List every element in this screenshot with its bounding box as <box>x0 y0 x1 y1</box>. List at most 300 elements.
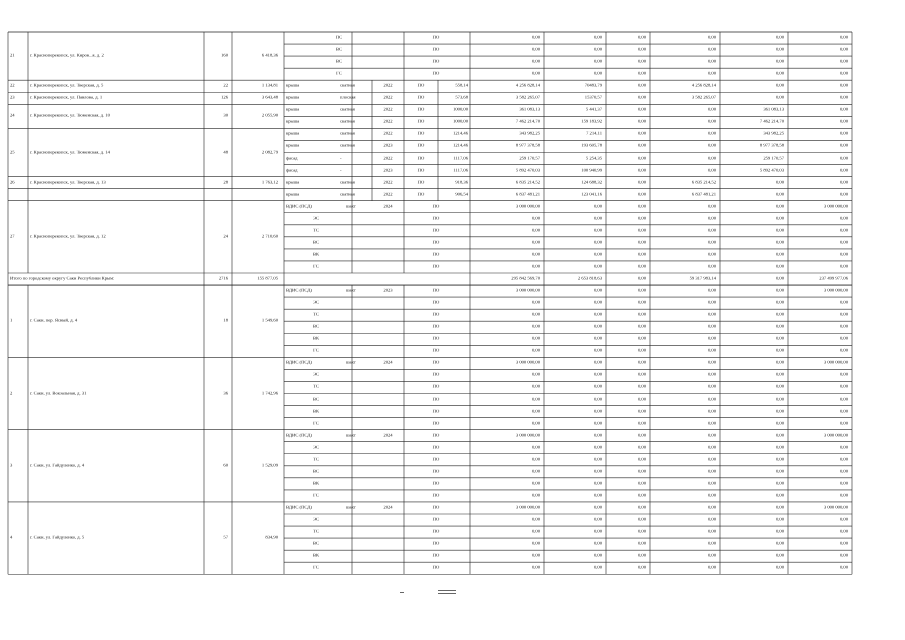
roof-type-cell: - <box>340 156 342 161</box>
value-cell: 0,00 <box>839 144 848 149</box>
address-cell: г. Красноперекопск, ул. Тюменская, д. 10 <box>30 114 110 119</box>
type-cell: шахт <box>346 204 356 209</box>
executor-cell: ПО <box>417 156 425 161</box>
value-cell: 0,00 <box>637 517 646 522</box>
executor-cell: ПО <box>432 264 440 269</box>
value-cell: 0,00 <box>637 228 646 233</box>
year-cell: 2022 <box>383 108 393 113</box>
value-cell: 0,00 <box>707 204 716 209</box>
value-cell: 0,00 <box>775 529 784 534</box>
value-cell: 0,00 <box>707 240 716 245</box>
executor-cell: ПО <box>417 144 425 149</box>
value-cell: 7 462 214,70 <box>515 120 540 125</box>
value-cell: 0,00 <box>839 216 848 221</box>
value-cell: 0,00 <box>593 228 602 233</box>
page-footer <box>0 590 905 610</box>
network-label: ЭС <box>312 517 320 522</box>
value-cell: 0,00 <box>637 252 646 257</box>
value-cell: 0,00 <box>775 71 784 76</box>
network-label: ГС <box>313 264 319 269</box>
value-cell: 0,00 <box>637 216 646 221</box>
value-cell: 0,00 <box>531 445 540 450</box>
value-cell: 0,00 <box>593 517 602 522</box>
value-cell: 0,00 <box>775 445 784 450</box>
value-cell: 0,00 <box>637 481 646 486</box>
executor-cell: ПО <box>432 493 440 498</box>
value-cell: 0,00 <box>775 264 784 269</box>
executor-cell: ПО <box>432 517 440 522</box>
value-cell: 0,00 <box>775 385 784 390</box>
value-cell: 0,00 <box>593 361 602 366</box>
value-cell: 0,00 <box>637 192 646 197</box>
value-cell: 3 000 000,00 <box>515 204 540 209</box>
value-cell: 0,00 <box>531 397 540 402</box>
network-label: ВК <box>312 481 320 486</box>
value-cell: 0,00 <box>775 409 784 414</box>
value-cell: 0,00 <box>839 35 848 40</box>
network-label: ГС <box>313 349 319 354</box>
value-cell: 0,00 <box>839 469 848 474</box>
value-cell: 0,00 <box>775 349 784 354</box>
value-cell: 123 041,16 <box>581 192 602 197</box>
year-cell: 2024 <box>383 505 393 510</box>
value-cell: 0,00 <box>775 469 784 474</box>
value-cell: 0,00 <box>637 204 646 209</box>
value-cell: 0,00 <box>839 421 848 426</box>
address-cell: г. Красноперекопск, ул. Тверская, д. 12 <box>30 234 106 239</box>
value-cell: 0,00 <box>707 481 716 486</box>
value-cell: 0,00 <box>775 433 784 438</box>
network-label: ВС <box>335 47 343 52</box>
value-cell: 0,00 <box>707 47 716 52</box>
year-cell: 2024 <box>383 204 393 209</box>
volume-cell: 1117,06 <box>453 168 468 173</box>
year-cell: 2023 <box>383 288 393 293</box>
network-label: ТС <box>313 457 319 462</box>
network-label: ПС <box>335 35 343 40</box>
value-cell: 0,00 <box>593 541 602 546</box>
value-cell: 0,00 <box>531 565 540 570</box>
value-cell: 0,00 <box>593 469 602 474</box>
address-cell: г. Саки, ул. Гайдуленко, д. 5 <box>30 535 85 540</box>
value-cell: 6 835 214,52 <box>691 180 716 185</box>
value-cell: 3 000 000,00 <box>515 361 540 366</box>
value-cell: 361 083,13 <box>763 108 784 113</box>
value-cell: 0,00 <box>707 445 716 450</box>
value-cell: 0,00 <box>775 421 784 426</box>
value-cell: 0,00 <box>839 264 848 269</box>
type-cell: шахт <box>346 505 356 510</box>
executor-cell: ПО <box>432 228 440 233</box>
roof-type-cell: скатная <box>340 108 355 113</box>
roof-type-cell: скатная <box>340 180 355 185</box>
value-cell: 259 170,57 <box>519 156 540 161</box>
value-cell: 0,00 <box>707 144 716 149</box>
value-cell: 0,00 <box>707 517 716 522</box>
value-cell: 0,00 <box>707 108 716 113</box>
value-cell: 0,00 <box>775 252 784 257</box>
row-number: 2 <box>10 391 13 396</box>
value-cell: 0,00 <box>593 373 602 378</box>
network-label: ВС <box>335 59 343 64</box>
value-cell: 0,00 <box>775 276 784 281</box>
year-cell: 2022 <box>383 156 393 161</box>
year-cell: 2024 <box>383 433 393 438</box>
executor-cell: ПО <box>432 541 440 546</box>
value-cell: 0,00 <box>707 216 716 221</box>
network-label: ВС <box>312 397 320 402</box>
area-cell: 1 763,12 <box>261 180 278 185</box>
value-cell: 0,00 <box>775 336 784 341</box>
year-cell: 2022 <box>383 83 393 88</box>
value-cell: 3 000 000,00 <box>515 505 540 510</box>
value-cell: 0,00 <box>637 288 646 293</box>
executor-cell: ПО <box>432 397 440 402</box>
value-cell: 0,00 <box>775 361 784 366</box>
value-cell: 7 214,11 <box>586 132 602 137</box>
area-cell: 1 529,09 <box>261 463 278 468</box>
value-cell: 0,00 <box>839 71 848 76</box>
value-cell: 0,00 <box>593 529 602 534</box>
volume-cell: 1000,00 <box>453 120 468 125</box>
value-cell: 0,00 <box>637 469 646 474</box>
network-label: ЭС <box>312 300 320 305</box>
type-cell: шахт <box>346 361 356 366</box>
value-cell: 0,00 <box>775 517 784 522</box>
apartments-cell: 60 <box>223 463 228 468</box>
network-label: ВДИС (ПСД) <box>286 505 312 510</box>
executor-cell: ПО <box>417 108 425 113</box>
value-cell: 0,00 <box>531 541 540 546</box>
value-cell: 0,00 <box>707 385 716 390</box>
value-cell: 3 582 265,07 <box>691 95 716 100</box>
row-number: 22 <box>10 83 15 88</box>
network-label: ГС <box>313 493 319 498</box>
year-cell: 2022 <box>383 192 393 197</box>
volume-cell: 573,68 <box>455 95 468 100</box>
row-number: 3 <box>10 463 13 468</box>
value-cell: 0,00 <box>839 336 848 341</box>
value-cell: 0,00 <box>531 240 540 245</box>
value-cell: 0,00 <box>775 95 784 100</box>
value-cell: 0,00 <box>593 336 602 341</box>
value-cell: 0,00 <box>839 180 848 185</box>
roof-type-cell: плоская <box>340 95 356 100</box>
work-type-cell: фасад <box>286 156 298 161</box>
value-cell: 0,00 <box>637 71 646 76</box>
value-cell: 0,00 <box>531 35 540 40</box>
footer-dash-left <box>400 592 404 593</box>
year-cell: 2023 <box>383 168 393 173</box>
area-cell: 2 710,60 <box>261 234 278 239</box>
value-cell: 0,00 <box>593 204 602 209</box>
value-cell: 0,00 <box>775 312 784 317</box>
value-cell: 0,00 <box>839 168 848 173</box>
value-cell: 0,00 <box>775 35 784 40</box>
executor-cell: ПО <box>432 385 440 390</box>
network-label: ГС <box>313 421 319 426</box>
value-cell: 3 000 000,00 <box>515 433 540 438</box>
executor-cell: ПО <box>432 457 440 462</box>
network-label: ВДИС (ПСД) <box>286 204 312 209</box>
value-cell: 0,00 <box>637 565 646 570</box>
work-type-cell: крыша <box>286 95 300 100</box>
work-type-cell: крыша <box>286 180 300 185</box>
value-cell: 0,00 <box>839 83 848 88</box>
value-cell: 0,00 <box>707 409 716 414</box>
value-cell: 0,00 <box>775 300 784 305</box>
value-cell: 0,00 <box>593 493 602 498</box>
value-cell: 0,00 <box>637 409 646 414</box>
executor-cell: ПО <box>432 300 440 305</box>
executor-cell: ПО <box>432 373 440 378</box>
value-cell: 0,00 <box>593 385 602 390</box>
value-cell: 0,00 <box>839 397 848 402</box>
value-cell: 0,00 <box>593 397 602 402</box>
value-cell: 0,00 <box>637 276 646 281</box>
value-cell: 0,00 <box>775 83 784 88</box>
value-cell: 0,00 <box>593 240 602 245</box>
value-cell: 0,00 <box>637 421 646 426</box>
value-cell: 0,00 <box>775 397 784 402</box>
executor-cell: ПО <box>432 445 440 450</box>
value-cell: 0,00 <box>637 349 646 354</box>
executor-cell: ПО <box>432 252 440 257</box>
value-cell: 0,00 <box>531 252 540 257</box>
value-cell: 0,00 <box>531 312 540 317</box>
apartments-cell: 126 <box>221 95 228 100</box>
value-cell: 0,00 <box>707 132 716 137</box>
row-number: 21 <box>10 53 15 58</box>
total-area: 155 877,05 <box>257 276 278 281</box>
value-cell: 0,00 <box>839 59 848 64</box>
value-cell: 0,00 <box>531 493 540 498</box>
executor-cell: ПО <box>417 120 425 125</box>
executor-cell: ПО <box>432 240 440 245</box>
value-cell: 3 000 000,00 <box>823 505 848 510</box>
network-label: ВС <box>312 541 320 546</box>
value-cell: 3 000 000,00 <box>823 361 848 366</box>
value-cell: 0,00 <box>775 216 784 221</box>
value-cell: 0,00 <box>531 336 540 341</box>
value-cell: 8 977 378,58 <box>515 144 540 149</box>
area-cell: 2 082,79 <box>261 150 278 155</box>
value-cell: 4 256 828,14 <box>515 83 540 88</box>
value-cell: 0,00 <box>775 192 784 197</box>
network-label: ГС <box>336 71 342 76</box>
value-cell: 0,00 <box>593 47 602 52</box>
value-cell: 0,00 <box>839 312 848 317</box>
value-cell: 0,00 <box>593 300 602 305</box>
network-label: ТС <box>313 385 319 390</box>
value-cell: 0,00 <box>839 300 848 305</box>
value-cell: 0,00 <box>839 493 848 498</box>
executor-cell: ПО <box>417 192 425 197</box>
value-cell: 0,00 <box>775 324 784 329</box>
value-cell: 0,00 <box>839 481 848 486</box>
apartments-cell: 22 <box>223 83 228 88</box>
row-number: 26 <box>10 180 15 185</box>
value-cell: 0,00 <box>707 336 716 341</box>
value-cell: 0,00 <box>531 373 540 378</box>
apartments-cell: 57 <box>223 535 228 540</box>
value-cell: 0,00 <box>531 529 540 534</box>
address-cell: г. Красноперекопск, ул. Киров...я, д. 2 <box>30 53 104 58</box>
apartments-cell: 36 <box>223 391 228 396</box>
value-cell: 237 499 977,06 <box>819 276 848 281</box>
work-type-cell: крыша <box>286 192 300 197</box>
value-cell: 361 083,13 <box>519 108 540 113</box>
value-cell: 0,00 <box>531 349 540 354</box>
volume-cell: 1117,06 <box>453 156 468 161</box>
value-cell: 0,00 <box>707 433 716 438</box>
network-label: ТС <box>313 312 319 317</box>
value-cell: 0,00 <box>707 529 716 534</box>
executor-cell: ПО <box>432 529 440 534</box>
executor-cell: ПО <box>432 565 440 570</box>
value-cell: 6 837 481,21 <box>691 192 716 197</box>
value-cell: 0,00 <box>637 95 646 100</box>
address-cell: г. Саки, ул. Вокзальная, д. 31 <box>30 391 87 396</box>
value-cell: 0,00 <box>593 409 602 414</box>
executor-cell: ПО <box>432 421 440 426</box>
value-cell: 0,00 <box>637 83 646 88</box>
address-cell: г. Саки, ул. Гайдуленко, д. 4 <box>30 463 85 468</box>
roof-type-cell: - <box>340 168 342 173</box>
value-cell: 0,00 <box>839 409 848 414</box>
value-cell: 0,00 <box>775 541 784 546</box>
value-cell: 0,00 <box>707 156 716 161</box>
network-label: ВС <box>312 469 320 474</box>
apartments-cell: 28 <box>223 180 228 185</box>
value-cell: 0,00 <box>593 59 602 64</box>
address-cell: г. Красноперекопск, ул. Тверская, д. 13 <box>30 180 106 185</box>
value-cell: 0,00 <box>593 505 602 510</box>
network-label: ВДИС (ПСД) <box>286 288 312 293</box>
network-label: ТС <box>313 529 319 534</box>
value-cell: 0,00 <box>531 324 540 329</box>
value-cell: 0,00 <box>531 553 540 558</box>
area-cell: 834,90 <box>265 535 278 540</box>
value-cell: 0,00 <box>839 457 848 462</box>
address-cell: г. Красноперекопск, ул. Тюменская, д. 14 <box>30 150 110 155</box>
value-cell: 0,00 <box>707 373 716 378</box>
executor-cell: ПО <box>432 469 440 474</box>
executor-cell: ПО <box>432 336 440 341</box>
value-cell: 0,00 <box>707 71 716 76</box>
value-cell: 0,00 <box>637 397 646 402</box>
value-cell: 0,00 <box>637 168 646 173</box>
roof-type-cell: скатная <box>340 120 355 125</box>
value-cell: 0,00 <box>775 553 784 558</box>
value-cell: 0,00 <box>531 216 540 221</box>
network-label: ЭС <box>312 373 320 378</box>
year-cell: 2022 <box>383 95 393 100</box>
year-cell: 2024 <box>383 361 393 366</box>
value-cell: 0,00 <box>531 481 540 486</box>
value-cell: 0,00 <box>531 457 540 462</box>
value-cell: 0,00 <box>839 156 848 161</box>
total-label: Итого по городскому округу Саки Республики Крым: <box>10 276 115 281</box>
network-label: ВК <box>312 409 320 414</box>
row-number: 24 <box>10 114 15 119</box>
value-cell: 3 000 000,00 <box>823 433 848 438</box>
value-cell: 0,00 <box>775 240 784 245</box>
value-cell: 0,00 <box>593 565 602 570</box>
network-label: ЭС <box>312 445 320 450</box>
value-cell: 0,00 <box>839 553 848 558</box>
value-cell: 6 835 214,52 <box>515 180 540 185</box>
value-cell: 0,00 <box>637 108 646 113</box>
value-cell: 5 892 470,03 <box>515 168 540 173</box>
value-cell: 0,00 <box>707 397 716 402</box>
value-cell: 0,00 <box>637 553 646 558</box>
work-type-cell: крыша <box>286 132 300 137</box>
value-cell: 0,00 <box>707 252 716 257</box>
value-cell: 0,00 <box>531 71 540 76</box>
executor-cell: ПО <box>432 349 440 354</box>
value-cell: 6 837 481,21 <box>515 192 540 197</box>
network-label: ВДИС (ПСД) <box>286 433 312 438</box>
value-cell: 343 982,25 <box>519 132 540 137</box>
value-cell: 0,00 <box>637 541 646 546</box>
network-label: ГС <box>313 565 319 570</box>
year-cell: 2022 <box>383 180 393 185</box>
value-cell: 124 688,32 <box>581 180 602 185</box>
roof-type-cell: скатная <box>340 192 355 197</box>
value-cell: 0,00 <box>775 288 784 293</box>
footer-dash-right-lower <box>438 593 456 594</box>
work-type-cell: крыша <box>286 108 300 113</box>
value-cell: 0,00 <box>637 240 646 245</box>
value-cell: 0,00 <box>775 373 784 378</box>
address-cell: г. Красноперекопск, ул. Тверская, д. 5 <box>30 83 104 88</box>
network-label: ВДИС (ПСД) <box>286 361 312 366</box>
executor-cell: ПО <box>417 95 425 100</box>
value-cell: 0,00 <box>531 59 540 64</box>
roof-type-cell: скатная <box>340 144 355 149</box>
executor-cell: ПО <box>432 204 440 209</box>
network-label: ЭС <box>312 216 320 221</box>
value-cell: 0,00 <box>707 349 716 354</box>
value-cell: 0,00 <box>839 108 848 113</box>
value-cell: 0,00 <box>839 324 848 329</box>
value-cell: 0,00 <box>593 421 602 426</box>
value-cell: 0,00 <box>775 204 784 209</box>
executor-cell: ПО <box>432 433 440 438</box>
value-cell: 0,00 <box>531 264 540 269</box>
apartments-cell: 48 <box>223 150 228 155</box>
value-cell: 0,00 <box>839 529 848 534</box>
value-cell: 295 842 569,70 <box>511 276 540 281</box>
value-cell: 0,00 <box>707 264 716 269</box>
network-label: ВК <box>312 252 320 257</box>
volume-cell: 918,36 <box>455 180 468 185</box>
value-cell: 0,00 <box>637 373 646 378</box>
value-cell: 0,00 <box>531 385 540 390</box>
area-cell: 2 055,90 <box>261 114 278 119</box>
year-cell: 2023 <box>383 144 393 149</box>
row-number: 1 <box>10 318 13 323</box>
value-cell: 0,00 <box>839 132 848 137</box>
value-cell: 0,00 <box>637 144 646 149</box>
network-label: ВС <box>312 240 320 245</box>
value-cell: 0,00 <box>637 433 646 438</box>
value-cell: 0,00 <box>593 264 602 269</box>
value-cell: 0,00 <box>839 445 848 450</box>
value-cell: 0,00 <box>707 565 716 570</box>
value-cell: 7 462 214,70 <box>759 120 784 125</box>
